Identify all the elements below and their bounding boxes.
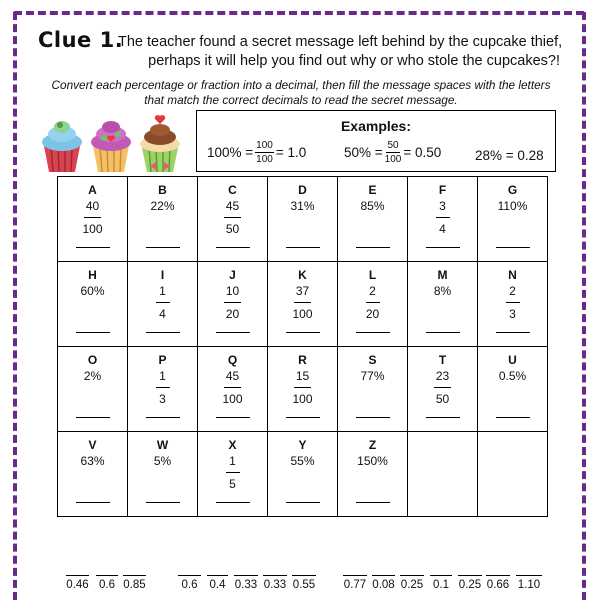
cell-letter: T [438, 353, 447, 367]
cupcake-icon [140, 115, 180, 172]
message-decimal: 0.55 [292, 579, 316, 591]
cell-letter: U [508, 353, 517, 367]
cell-letter: W [156, 438, 169, 452]
message-blank[interactable] [370, 565, 397, 591]
cell-fraction [198, 284, 267, 321]
cell-fraction [198, 369, 267, 406]
grid-cell [338, 177, 408, 262]
cell-letter: P [158, 353, 167, 367]
cell-letter: M [437, 268, 448, 282]
example-1-numerator: 100 [256, 140, 273, 151]
message-blank[interactable] [121, 565, 148, 591]
cell-letter: Y [298, 438, 307, 452]
grid-cell [338, 347, 408, 432]
cell-fraction [268, 284, 337, 321]
example-2-numerator: 50 [387, 140, 399, 151]
cell-denominator: 50 [435, 392, 450, 406]
cell-letter: E [368, 183, 377, 197]
message-decimal: 0.46 [66, 579, 89, 591]
cell-numerator: 40 [84, 199, 101, 218]
cell-numerator: 1 [156, 284, 170, 303]
cell-percent: 77% [360, 369, 385, 383]
cell-letter: Z [368, 438, 377, 452]
cell-percent: 31% [290, 199, 315, 213]
cell-answer-blank[interactable] [146, 247, 180, 248]
cell-fraction [408, 199, 477, 236]
grid-row [58, 262, 548, 347]
message-blank[interactable] [514, 565, 544, 591]
instructions-line-1: Convert each percentage or fraction into a decimal, then fill the message spaces with the letters [51, 78, 551, 92]
letter-grid [57, 176, 548, 517]
cell-percent: 8% [433, 284, 452, 298]
cell-letter: X [228, 438, 237, 452]
message-blank[interactable] [205, 565, 230, 591]
cell-percent: 22% [150, 199, 175, 213]
cell-letter: B [158, 183, 167, 197]
cupcake-icon [42, 121, 82, 172]
message-blank-line [372, 565, 395, 576]
cell-numerator: 2 [506, 284, 520, 303]
examples-box [196, 110, 556, 172]
message-decimal: 0.33 [234, 579, 258, 591]
grid-cell [478, 347, 548, 432]
cell-letter: V [88, 438, 97, 452]
message-decimal: 0.77 [343, 579, 367, 591]
cell-numerator: 1 [226, 454, 240, 473]
cell-denominator: 100 [292, 392, 313, 406]
grid-cell [408, 177, 478, 262]
clue-line-2: perhaps it will help you find out why or who stole the cupcakes?! [148, 53, 560, 69]
message-blank-line [458, 565, 482, 576]
cell-answer-blank[interactable] [356, 247, 390, 248]
message-blank[interactable] [484, 565, 512, 591]
cell-numerator: 37 [294, 284, 311, 303]
cell-letter: F [438, 183, 447, 197]
cell-letter: G [507, 183, 518, 197]
grid-cell [338, 432, 408, 517]
cell-denominator: 100 [82, 222, 103, 236]
grid-cell [408, 262, 478, 347]
grid-cell [478, 262, 548, 347]
cell-answer-blank[interactable] [76, 502, 110, 503]
cell-percent: 60% [80, 284, 105, 298]
grid-cell [58, 347, 128, 432]
cell-answer-blank[interactable] [426, 247, 460, 248]
cell-answer-blank[interactable] [146, 332, 180, 333]
message-blank-line [234, 565, 258, 576]
cell-letter: J [229, 268, 236, 282]
grid-cell [268, 177, 338, 262]
grid-cell [58, 262, 128, 347]
grid-cell [338, 262, 408, 347]
grid-cell [198, 432, 268, 517]
cell-answer-blank[interactable] [496, 247, 530, 248]
cell-fraction [198, 454, 267, 491]
grid-cell [478, 177, 548, 262]
cell-percent: 55% [290, 454, 315, 468]
message-decimal: 0.6 [181, 579, 198, 591]
cell-fraction [268, 369, 337, 406]
cell-letter: Q [227, 353, 238, 367]
cupcake-icon [91, 121, 131, 172]
cell-fraction [198, 199, 267, 236]
cell-answer-blank[interactable] [496, 332, 530, 333]
cell-numerator: 2 [366, 284, 380, 303]
cell-answer-blank[interactable] [216, 502, 250, 503]
dashed-border-left [13, 12, 17, 600]
cell-denominator: 4 [439, 222, 446, 236]
message-blank[interactable] [232, 565, 260, 591]
cell-answer-blank[interactable] [216, 417, 250, 418]
message-decimal: 0.08 [372, 579, 395, 591]
cell-answer-blank[interactable] [356, 417, 390, 418]
grid-cell [268, 432, 338, 517]
grid-cell [128, 262, 198, 347]
cell-letter: H [88, 268, 97, 282]
instructions [30, 78, 572, 108]
cell-answer-blank[interactable] [356, 332, 390, 333]
cell-percent: 2% [83, 369, 102, 383]
message-blank[interactable] [290, 565, 318, 591]
message-blank[interactable] [398, 565, 426, 591]
cell-fraction [128, 284, 197, 321]
clue-label: Clue 1. [38, 28, 124, 52]
message-decimal: 0.25 [458, 579, 482, 591]
cell-answer-blank[interactable] [286, 332, 320, 333]
grid-cell [198, 177, 268, 262]
message-blank-line [123, 565, 146, 576]
example-2-percent: 50% = [344, 145, 383, 160]
cell-percent: 5% [153, 454, 172, 468]
cell-answer-blank[interactable] [146, 502, 180, 503]
message-blank[interactable] [341, 565, 369, 591]
instructions-line-2: that match the correct decimals to read the secret message. [144, 93, 458, 107]
clue-line-1: The teacher found a secret message left behind by the cupcake thief, [118, 34, 563, 50]
grid-row [58, 177, 548, 262]
grid-cell [478, 432, 548, 517]
cell-numerator: 15 [294, 369, 311, 388]
cell-answer-blank[interactable] [286, 417, 320, 418]
grid-cell [408, 432, 478, 517]
message-blank[interactable] [261, 565, 289, 591]
example-1-result: = 1.0 [275, 145, 307, 160]
examples-title: Examples: [340, 118, 412, 134]
grid-cell [128, 177, 198, 262]
cell-letter: K [298, 268, 307, 282]
cell-fraction [338, 284, 407, 321]
cell-answer-blank[interactable] [426, 417, 460, 418]
cell-letter: O [87, 353, 98, 367]
cell-answer-blank[interactable] [146, 417, 180, 418]
example-1-fraction [255, 140, 274, 165]
message-decimal: 0.66 [486, 579, 510, 591]
message-blank-line [430, 565, 452, 576]
grid-cell [268, 262, 338, 347]
cell-denominator: 100 [222, 392, 243, 406]
cell-numerator: 45 [224, 199, 241, 218]
cell-denominator: 20 [365, 307, 380, 321]
cell-percent: 63% [80, 454, 105, 468]
dashed-border-top [14, 11, 584, 15]
message-blank-line [263, 565, 287, 576]
cell-numerator: 1 [156, 369, 170, 388]
example-3 [475, 148, 544, 163]
cell-percent: 85% [360, 199, 385, 213]
message-blank[interactable] [64, 565, 91, 591]
cell-fraction [478, 284, 547, 321]
grid-cell [128, 432, 198, 517]
cell-letter: N [508, 268, 517, 282]
message-blank[interactable] [176, 565, 203, 591]
cupcakes-illustration [38, 112, 188, 174]
cell-answer-blank[interactable] [286, 247, 320, 248]
cell-letter: I [160, 268, 165, 282]
message-decimal: 1.10 [517, 579, 541, 591]
cell-fraction [408, 369, 477, 406]
cell-answer-blank[interactable] [216, 247, 250, 248]
message-blank[interactable] [428, 565, 454, 591]
cell-denominator: 100 [292, 307, 313, 321]
example-1 [207, 140, 306, 165]
cell-answer-blank[interactable] [76, 417, 110, 418]
message-decimal: 0.85 [123, 579, 146, 591]
message-blank[interactable] [94, 565, 120, 591]
cell-denominator: 3 [159, 392, 166, 406]
message-blank-line [292, 565, 316, 576]
cell-denominator: 50 [225, 222, 240, 236]
cell-denominator: 5 [229, 477, 236, 491]
cell-letter: A [88, 183, 97, 197]
cell-numerator: 3 [436, 199, 450, 218]
message-blank[interactable] [456, 565, 484, 591]
cell-answer-blank[interactable] [426, 332, 460, 333]
grid-cell [128, 347, 198, 432]
cell-answer-blank[interactable] [496, 417, 530, 418]
message-blank-line [66, 565, 89, 576]
grid-cell [408, 347, 478, 432]
message-decimal: 0.4 [209, 579, 226, 591]
cell-numerator: 10 [224, 284, 241, 303]
cell-answer-blank[interactable] [76, 247, 110, 248]
message-decimal: 0.6 [99, 579, 115, 591]
message-blank-line [96, 565, 118, 576]
grid-cell [198, 262, 268, 347]
clue-text [118, 33, 564, 71]
cell-answer-blank[interactable] [76, 332, 110, 333]
cell-denominator: 20 [225, 307, 240, 321]
example-2-denominator: 100 [384, 154, 402, 165]
cell-letter: D [298, 183, 307, 197]
message-blank-line [343, 565, 367, 576]
message-decimal: 0.25 [400, 579, 424, 591]
example-2-result: = 0.50 [403, 145, 442, 160]
cell-percent: 110% [497, 199, 528, 213]
grid-row [58, 347, 548, 432]
cell-fraction [128, 369, 197, 406]
cell-letter: L [368, 268, 377, 282]
grid-cell [268, 347, 338, 432]
cell-fraction [58, 199, 127, 236]
cell-letter: C [228, 183, 237, 197]
cell-answer-blank[interactable] [286, 502, 320, 503]
message-blank-line [400, 565, 424, 576]
cell-answer-blank[interactable] [356, 502, 390, 503]
example-3-text: 28% = 0.28 [475, 148, 544, 163]
cell-percent: 150% [357, 454, 388, 468]
grid-cell [58, 177, 128, 262]
message-blank-line [516, 565, 542, 576]
grid-cell [58, 432, 128, 517]
secret-message [0, 565, 600, 595]
example-2 [344, 140, 441, 165]
message-blank-line [178, 565, 201, 576]
example-1-percent: 100% = [207, 145, 254, 160]
message-decimal: 0.1 [433, 579, 449, 591]
message-decimal: 0.33 [263, 579, 287, 591]
example-2-fraction [385, 140, 402, 165]
cell-answer-blank[interactable] [216, 332, 250, 333]
example-1-denominator: 100 [256, 154, 273, 165]
cell-denominator: 4 [159, 307, 166, 321]
message-blank-line [207, 565, 228, 576]
grid-row [58, 432, 548, 517]
message-blank-line [486, 565, 510, 576]
cell-numerator: 45 [224, 369, 241, 388]
cell-letter: S [368, 353, 377, 367]
cell-letter: R [298, 353, 307, 367]
cell-denominator: 3 [509, 307, 516, 321]
dashed-border-right [582, 12, 586, 600]
grid-cell [198, 347, 268, 432]
cell-percent: 0.5% [498, 369, 527, 383]
cell-numerator: 23 [434, 369, 451, 388]
